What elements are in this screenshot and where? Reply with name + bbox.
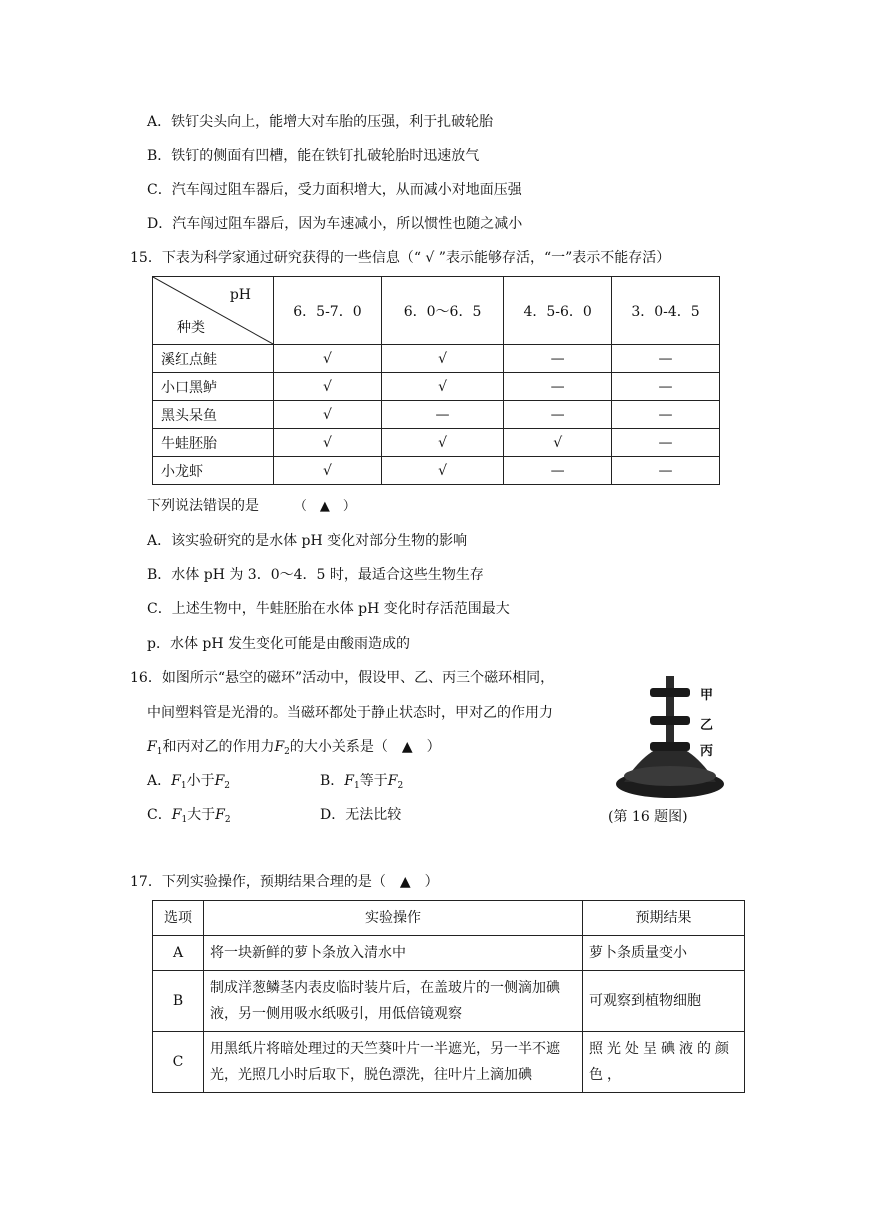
survival-cell: √ [381, 429, 503, 457]
q15-prompt-text: 下列说法错误的是 [147, 498, 259, 514]
operation-cell: 将一块新鲜的萝卜条放入清水中 [204, 936, 583, 971]
force-symbol: F [274, 739, 285, 755]
diagonal-line [153, 277, 273, 344]
q16-line2: 中间塑料管是光滑的。当磁环都处于静止状态时，甲对乙的作用力 [147, 705, 553, 721]
option-letter: A． [147, 773, 172, 789]
column-header: 3．0-4．5 [612, 277, 720, 345]
column-header: 4．5-6．0 [504, 277, 612, 345]
species-name: 小龙虾 [153, 457, 274, 485]
magnet-stand-illustration [614, 672, 732, 800]
table-row [153, 373, 720, 401]
q16-option-c [147, 805, 231, 827]
table-row [153, 345, 720, 373]
species-name: 溪红点鲑 [153, 345, 274, 373]
ring-label-jia: 甲 [700, 688, 714, 703]
species-name: 小口黑鲈 [153, 373, 274, 401]
q14-option-c: C．汽车闯过阻车器后，受力面积增大，从而减小对地面压强 [147, 182, 522, 198]
corner-species-label: 种类 [177, 320, 205, 336]
column-header: 预期结果 [583, 901, 745, 936]
table-corner-cell [153, 277, 274, 345]
answer-blank: （ ▲ ） [293, 499, 356, 514]
q15-table [152, 276, 720, 485]
q17-table [152, 900, 745, 1093]
survival-cell: — [612, 457, 720, 485]
survival-cell: — [612, 345, 720, 373]
force-subscript: 1 [181, 815, 188, 825]
force-symbol: F [147, 739, 157, 755]
q16-line3 [147, 737, 441, 759]
q15-stem: 15．下表为科学家通过研究获得的一些信息（“ √ ”表示能够存活，“一”表示不能存活） [130, 250, 671, 266]
figure-caption: (第 16 题图) [608, 809, 688, 825]
corner-ph-label: pH [229, 287, 251, 303]
force-subscript: 2 [284, 747, 290, 757]
species-name: 牛蛙胚胎 [153, 429, 274, 457]
survival-cell: — [612, 373, 720, 401]
force-symbol: F [171, 773, 181, 789]
survival-cell: — [612, 429, 720, 457]
survival-cell: √ [274, 457, 382, 485]
table-row [153, 971, 745, 1032]
option-cell: A [153, 936, 204, 971]
result-cell: 萝卜条质量变小 [583, 936, 745, 971]
q15-prompt [147, 496, 356, 517]
force-subscript: 2 [224, 815, 231, 825]
survival-cell: √ [274, 373, 382, 401]
option-cell: B [153, 971, 204, 1032]
force-subscript: 2 [397, 781, 404, 791]
option-cell: C [153, 1032, 204, 1093]
column-header: 6．0～6．5 [381, 277, 503, 345]
force-symbol: F [344, 773, 355, 789]
table-row [153, 936, 745, 971]
q14-option-b: B．铁钉的侧面有凹槽，能在铁钉扎破轮胎时迅速放气 [147, 148, 480, 164]
survival-cell: √ [504, 429, 612, 457]
survival-cell: √ [274, 429, 382, 457]
q17-stem: 17．下列实验操作，预期结果合理的是（ ▲ ） [130, 874, 439, 890]
survival-cell: — [504, 457, 612, 485]
table-row [153, 457, 720, 485]
q14-option-a: A．铁钉尖头向上，能增大对车胎的压强，利于扎破轮胎 [147, 114, 494, 130]
survival-cell: √ [274, 401, 382, 429]
survival-cell: √ [381, 345, 503, 373]
column-header: 实验操作 [204, 901, 583, 936]
option-letter: C． [147, 807, 172, 823]
survival-cell: √ [381, 457, 503, 485]
option-text: 等于 [359, 773, 388, 789]
q16-option-d: D．无法比较 [320, 807, 402, 823]
q16-option-a [147, 771, 230, 793]
column-header: 6．5-7．0 [274, 277, 382, 345]
force-subscript: 1 [180, 781, 187, 791]
q14-option-d: D．汽车闯过阻车器后，因为车速减小，所以惯性也随之减小 [147, 216, 523, 232]
force-subscript: 1 [354, 781, 360, 791]
survival-cell: — [612, 401, 720, 429]
q16-line3-end: 的大小关系是（ ▲ ） [289, 739, 441, 755]
species-name: 黑头呆鱼 [153, 401, 274, 429]
table-header-row [153, 901, 745, 936]
force-subscript: 2 [224, 781, 231, 791]
table-row [153, 401, 720, 429]
q15-option-b: B．水体 pH 为 3．0～4．5 时，最适合这些生物生存 [147, 567, 484, 583]
force-subscript: 1 [156, 747, 163, 757]
force-symbol: F [171, 807, 182, 823]
survival-cell: — [504, 401, 612, 429]
q15-option-c: C．上述生物中，牛蛙胚胎在水体 pH 变化时存活范围最大 [147, 601, 510, 617]
q16-line1: 16．如图所示“悬空的磁环”活动中，假设甲、乙、丙三个磁环相同， [130, 670, 555, 686]
operation-cell: 用黑纸片将暗处理过的天竺葵叶片一半遮光，另一半不遮光，光照几小时后取下，脱色漂洗，往叶片上滴加碘 [204, 1032, 583, 1093]
option-letter: B． [320, 773, 345, 789]
q16-option-b [320, 771, 403, 793]
table-row [153, 1032, 745, 1093]
survival-cell: √ [274, 345, 382, 373]
force-symbol: F [214, 773, 225, 789]
result-cell: 照光处呈碘液的颜色， [583, 1032, 745, 1093]
table-header-row [153, 277, 720, 345]
result-cell: 可观察到植物细胞 [583, 971, 745, 1032]
option-text: 小于 [186, 773, 215, 789]
ring-label-yi: 乙 [700, 718, 714, 733]
force-symbol: F [387, 773, 398, 789]
magnet-ring-figure [614, 672, 732, 800]
force-symbol: F [215, 807, 225, 823]
survival-cell: — [504, 373, 612, 401]
survival-cell: √ [381, 373, 503, 401]
operation-cell: 制成洋葱鳞茎内表皮临时装片后，在盖玻片的一侧滴加碘液，另一侧用吸水纸吸引，用低倍镜观察 [204, 971, 583, 1032]
q15-option-d: p．水体 pH 发生变化可能是由酸雨造成的 [147, 636, 411, 652]
ring-label-bing: 丙 [700, 744, 714, 759]
option-text: 大于 [187, 807, 216, 823]
table-row [153, 429, 720, 457]
survival-cell: — [504, 345, 612, 373]
q15-option-a: A．该实验研究的是水体 pH 变化对部分生物的影响 [147, 533, 468, 549]
survival-cell: — [381, 401, 503, 429]
column-header: 选项 [153, 901, 204, 936]
q16-line3-text: 和丙对乙的作用力 [162, 739, 275, 755]
